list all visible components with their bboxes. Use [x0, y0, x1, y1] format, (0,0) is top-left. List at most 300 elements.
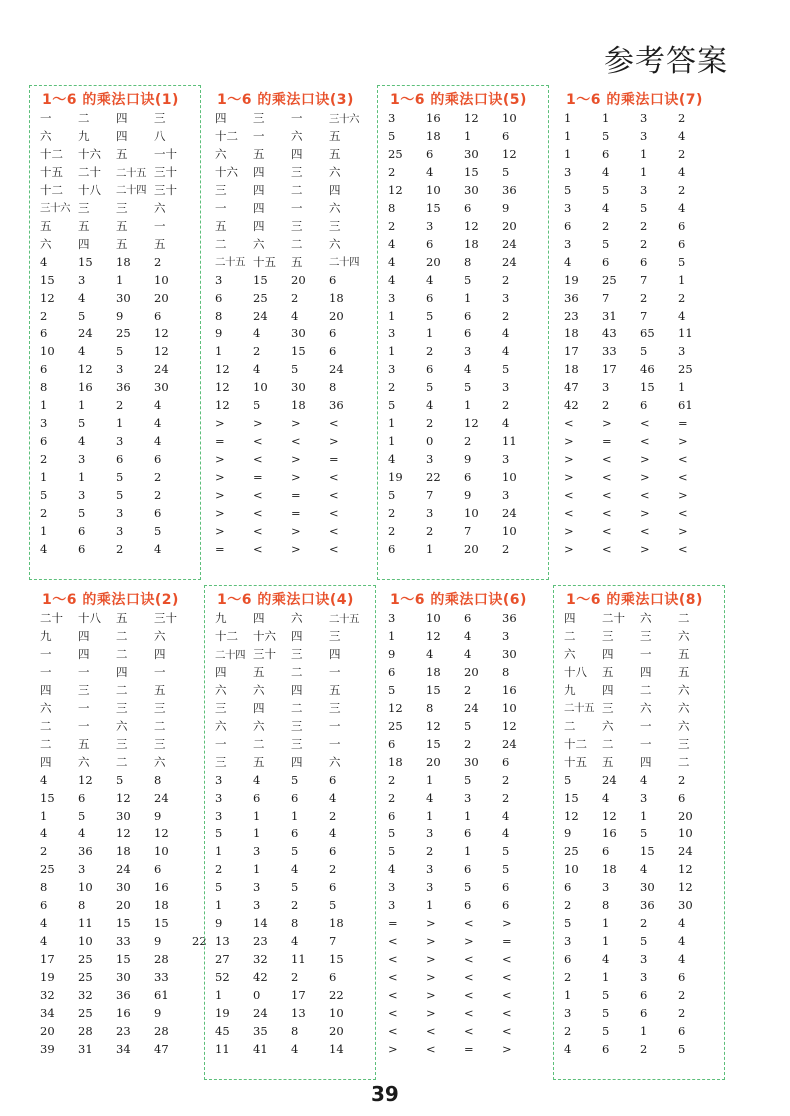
answer-cell: 6 — [426, 236, 434, 251]
answer-cell: 9 — [154, 808, 162, 823]
answer-row — [388, 361, 540, 379]
answer-cell: 3 — [215, 790, 223, 805]
answer-cell: 6 — [640, 1005, 648, 1020]
answer-cell: 4 — [291, 934, 299, 949]
answer-cell: < — [329, 487, 339, 502]
answer-cell: 1 — [564, 129, 572, 144]
answer-cell: 四 — [116, 129, 128, 144]
answer-cell: 1 — [640, 165, 648, 180]
answer-cell: 30 — [502, 647, 517, 662]
answer-cell: 2 — [388, 218, 396, 233]
answer-cell: 2 — [678, 1005, 686, 1020]
answer-cell: 2 — [426, 416, 434, 431]
page-title: 参考答案 — [604, 44, 728, 79]
answer-cell: 1 — [640, 147, 648, 162]
answer-cell: 6 — [678, 218, 686, 233]
answer-cell: < — [678, 541, 688, 556]
answer-cell: 36 — [116, 987, 131, 1002]
answer-row — [40, 897, 230, 915]
answer-cell: 3 — [78, 272, 86, 287]
answer-cell: 10 — [502, 523, 517, 538]
answer-cell: 36 — [502, 182, 517, 197]
answer-cell: 二十 — [40, 611, 63, 626]
answer-cell: 六 — [154, 200, 166, 215]
answer-cell: 5 — [78, 308, 86, 323]
answer-row — [40, 271, 192, 289]
answer-cell: 42 — [564, 398, 579, 413]
answer-cell: 2 — [564, 969, 572, 984]
answer-cell: 6 — [291, 826, 299, 841]
answer-row — [40, 664, 230, 682]
answer-cell: 六 — [329, 236, 341, 251]
answer-cell: 十六 — [253, 629, 276, 644]
answer-cell: 三 — [154, 736, 166, 751]
answer-cell: 3 — [426, 862, 434, 877]
answer-cell: 6 — [464, 611, 472, 626]
answer-cell: 10 — [426, 611, 441, 626]
answer-cell: 4 — [40, 826, 48, 841]
answer-cell: 15 — [564, 790, 579, 805]
answer-row — [40, 646, 230, 664]
answer-cell: 18 — [116, 254, 131, 269]
answer-cell: > — [426, 916, 436, 931]
answer-cell: 22 — [426, 469, 441, 484]
answer-cell: 4 — [329, 826, 337, 841]
answer-row — [40, 146, 192, 164]
answer-cell: > — [215, 487, 225, 502]
answer-cell: 六 — [253, 718, 265, 733]
answer-cell: 18 — [329, 916, 344, 931]
answer-row — [40, 1041, 230, 1059]
answer-cell: 四 — [154, 647, 166, 662]
answer-cell: 24 — [502, 505, 517, 520]
answer-cell: 7 — [329, 934, 337, 949]
answer-row — [564, 664, 716, 682]
answer-row — [564, 289, 716, 307]
answer-cell: 12 — [116, 826, 131, 841]
answer-row — [564, 1005, 716, 1023]
answer-cell: 5 — [116, 344, 124, 359]
answer-cell: 3 — [502, 290, 510, 305]
answer-row — [215, 646, 367, 664]
answer-cell: 9 — [564, 826, 572, 841]
answer-row — [40, 700, 230, 718]
answer-cell: 三十六 — [40, 202, 70, 215]
answer-cell: 5 — [640, 200, 648, 215]
answer-cell: 24 — [253, 308, 268, 323]
answer-cell: 2 — [678, 111, 686, 126]
answer-cell: 一 — [291, 200, 303, 215]
answer-cell: 1 — [78, 398, 86, 413]
answer-cell: 6 — [329, 880, 337, 895]
answer-cell: 14 — [329, 1041, 344, 1056]
answer-cell: 6 — [502, 754, 510, 769]
answer-cell: 10 — [78, 880, 93, 895]
answer-cell: 42 — [253, 969, 268, 984]
answer-row — [215, 451, 367, 469]
answer-cell: 19 — [388, 469, 403, 484]
answer-cell: 五 — [329, 682, 341, 697]
answer-cell: > — [426, 987, 436, 1002]
answer-cell: 一 — [640, 718, 652, 733]
answer-rows — [40, 110, 192, 558]
answer-cell: 33 — [116, 934, 131, 949]
answer-row — [388, 861, 540, 879]
answer-cell: 31 — [602, 308, 617, 323]
answer-cell: 18 — [388, 754, 403, 769]
answer-cell: 12 — [678, 862, 693, 877]
answer-cell: 12 — [215, 362, 230, 377]
answer-cell: 6 — [215, 290, 223, 305]
answer-cell: 四 — [291, 147, 303, 162]
answer-cell: 5 — [253, 398, 261, 413]
answer-row — [564, 164, 716, 182]
answer-cell: 十二 — [215, 629, 238, 644]
answer-cell: 3 — [602, 880, 610, 895]
answer-cell: 5 — [640, 344, 648, 359]
answer-cell: 20 — [426, 254, 441, 269]
answer-cell: 3 — [426, 218, 434, 233]
answer-cell: 13 — [291, 1005, 306, 1020]
answer-cell: 18 — [602, 862, 617, 877]
answer-cell: 2 — [291, 898, 299, 913]
answer-row — [564, 254, 716, 272]
answer-row — [215, 754, 367, 772]
answer-cell: < — [464, 987, 474, 1002]
answer-row — [388, 682, 540, 700]
answer-cell: 六 — [78, 754, 90, 769]
answer-cell: 4 — [253, 362, 261, 377]
answer-row — [388, 505, 540, 523]
answer-cell: 6 — [78, 541, 86, 556]
answer-cell: 6 — [388, 541, 396, 556]
answer-cell: 三 — [329, 629, 341, 644]
answer-cell: 5 — [40, 487, 48, 502]
answer-cell: 10 — [502, 469, 517, 484]
answer-row — [564, 843, 716, 861]
answer-cell: < — [602, 487, 612, 502]
answer-cell: 12 — [464, 416, 479, 431]
answer-cell: 九 — [78, 129, 90, 144]
answer-cell: 2 — [564, 898, 572, 913]
answer-cell: 1 — [215, 898, 223, 913]
answer-row — [215, 1041, 367, 1059]
answer-row — [40, 289, 192, 307]
answer-cell: 15 — [116, 952, 131, 967]
answer-cell: 6 — [502, 129, 510, 144]
answer-cell: 18 — [564, 326, 579, 341]
answer-cell: 15 — [116, 916, 131, 931]
answer-cell: 10 — [426, 182, 441, 197]
block-title: 1～6 的乘法口诀(6) — [390, 592, 527, 608]
answer-cell: > — [602, 416, 612, 431]
answer-cell: 6 — [678, 790, 686, 805]
answer-cell: 一 — [329, 736, 341, 751]
answer-cell: > — [215, 523, 225, 538]
answer-cell: 3 — [116, 362, 124, 377]
answer-cell: 24 — [329, 362, 344, 377]
answer-rows — [215, 110, 367, 558]
answer-cell: 8 — [154, 772, 162, 787]
answer-rows — [40, 610, 230, 1058]
answer-row — [564, 1023, 716, 1041]
answer-cell: 四 — [640, 754, 652, 769]
answer-cell: 8 — [388, 200, 396, 215]
answer-cell: < — [426, 1041, 436, 1056]
block-title: 1～6 的乘法口诀(3) — [217, 92, 354, 108]
answer-cell: 2 — [388, 380, 396, 395]
answer-cell: 3 — [426, 452, 434, 467]
answer-row — [215, 128, 367, 146]
answer-cell: 五 — [215, 218, 227, 233]
answer-cell: 六 — [253, 682, 265, 697]
answer-cell: 1 — [602, 934, 610, 949]
answer-cell: 10 — [502, 111, 517, 126]
answer-cell: 三 — [116, 700, 128, 715]
answer-row — [564, 110, 716, 128]
answer-rows — [388, 610, 540, 1058]
answer-row — [388, 218, 540, 236]
answer-cell: 2 — [388, 523, 396, 538]
answer-row — [40, 682, 230, 700]
answer-cell: 3 — [564, 1005, 572, 1020]
answer-cell: 30 — [116, 290, 131, 305]
answer-cell: 15 — [464, 165, 479, 180]
answer-cell: < — [253, 487, 263, 502]
answer-row — [564, 325, 716, 343]
answer-cell: 三十六 — [329, 112, 359, 125]
answer-row — [388, 987, 540, 1005]
answer-cell: > — [640, 452, 650, 467]
answer-row — [215, 218, 367, 236]
answer-cell: 24 — [464, 700, 479, 715]
answer-cell: 2 — [388, 772, 396, 787]
answer-cell: < — [329, 541, 339, 556]
answer-row — [215, 433, 367, 451]
answer-cell: 9 — [464, 487, 472, 502]
answer-cell: 5 — [464, 718, 472, 733]
answer-cell: 四 — [215, 665, 227, 680]
answer-cell: 16 — [602, 826, 617, 841]
answer-cell: > — [564, 469, 574, 484]
answer-cell: 五 — [602, 665, 614, 680]
answer-cell: 2 — [388, 790, 396, 805]
answer-cell: 4 — [78, 290, 86, 305]
answer-row — [215, 164, 367, 182]
answer-cell: 36 — [640, 898, 655, 913]
answer-cell: 5 — [464, 272, 472, 287]
answer-cell: 二 — [116, 647, 128, 662]
answer-cell: 一 — [40, 647, 52, 662]
answer-row — [388, 289, 540, 307]
answer-cell: 3 — [502, 452, 510, 467]
answer-cell: 1 — [426, 541, 434, 556]
answer-cell: 4 — [678, 934, 686, 949]
answer-cell: 12 — [388, 182, 403, 197]
answer-cell: 三 — [329, 700, 341, 715]
answer-cell: 2 — [502, 272, 510, 287]
answer-cell: 31 — [78, 1041, 93, 1056]
answer-cell: 3 — [116, 505, 124, 520]
answer-row — [40, 861, 230, 879]
answer-cell: 十五 — [253, 254, 276, 269]
answer-cell: 一十 — [154, 147, 177, 162]
answer-cell: 3 — [253, 898, 261, 913]
answer-cell: 2 — [40, 505, 48, 520]
answer-cell: 24 — [253, 1005, 268, 1020]
answer-cell: 十六 — [78, 147, 101, 162]
answer-cell: 18 — [116, 844, 131, 859]
answer-cell: 61 — [154, 987, 169, 1002]
answer-row — [564, 789, 716, 807]
answer-cell: 二十四 — [116, 184, 146, 197]
answer-cell: 五 — [154, 236, 166, 251]
answer-cell: 5 — [502, 844, 510, 859]
answer-cell: 3 — [78, 862, 86, 877]
answer-cell: 2 — [154, 254, 162, 269]
answer-cell: > — [502, 916, 512, 931]
answer-row — [40, 736, 230, 754]
answer-cell: 8 — [291, 916, 299, 931]
answer-cell: 12 — [564, 808, 579, 823]
answer-cell: 8 — [329, 380, 337, 395]
answer-cell: 4 — [426, 165, 434, 180]
answer-cell: < — [502, 952, 512, 967]
answer-cell: 1 — [40, 398, 48, 413]
answer-cell: 30 — [154, 380, 169, 395]
answer-cell: 1 — [464, 808, 472, 823]
answer-cell: 四 — [116, 665, 128, 680]
answer-cell: 二 — [40, 736, 52, 751]
answer-cell: 3 — [253, 880, 261, 895]
answer-cell: 4 — [502, 416, 510, 431]
answer-cell: 18 — [329, 290, 344, 305]
answer-cell: < — [291, 434, 301, 449]
answer-cell: 六 — [40, 236, 52, 251]
answer-cell: 4 — [602, 200, 610, 215]
answer-row — [215, 1005, 367, 1023]
answer-cell: 15 — [154, 916, 169, 931]
answer-cell: 3 — [564, 934, 572, 949]
answer-cell: 12 — [426, 718, 441, 733]
answer-cell: 4 — [426, 272, 434, 287]
answer-cell: > — [426, 969, 436, 984]
answer-cell: 六 — [116, 718, 128, 733]
answer-row — [40, 523, 192, 541]
answer-cell: 1 — [291, 808, 299, 823]
answer-cell: 十二 — [40, 147, 63, 162]
answer-cell: 1 — [215, 344, 223, 359]
answer-cell: 10 — [564, 862, 579, 877]
answer-cell: 6 — [640, 254, 648, 269]
answer-row — [40, 433, 192, 451]
answer-cell: 六 — [291, 611, 303, 626]
answer-cell: < — [426, 1023, 436, 1038]
answer-cell: 3 — [116, 434, 124, 449]
answer-cell: 7 — [640, 308, 648, 323]
answer-cell: 一 — [40, 111, 52, 126]
answer-cell: 5 — [291, 362, 299, 377]
answer-cell: 16 — [78, 380, 93, 395]
answer-cell: 1 — [640, 808, 648, 823]
answer-row — [564, 933, 716, 951]
answer-cell: 2 — [678, 147, 686, 162]
block-title: 1～6 的乘法口诀(2) — [42, 592, 179, 608]
answer-row — [388, 182, 540, 200]
answer-cell: > — [426, 934, 436, 949]
answer-cell: 二 — [678, 611, 690, 626]
answer-cell: 1 — [40, 808, 48, 823]
answer-cell: 1 — [426, 326, 434, 341]
answer-row — [388, 969, 540, 987]
answer-row — [388, 200, 540, 218]
answer-row — [215, 807, 367, 825]
answer-row — [40, 718, 230, 736]
answer-cell: 5 — [602, 129, 610, 144]
answer-cell: < — [464, 969, 474, 984]
answer-cell: 30 — [116, 808, 131, 823]
answer-cell: 九 — [564, 682, 576, 697]
answer-row — [215, 915, 367, 933]
answer-row — [40, 218, 192, 236]
answer-cell: < — [602, 523, 612, 538]
answer-cell: 12 — [464, 111, 479, 126]
answer-row — [564, 682, 716, 700]
answer-cell: 2 — [602, 398, 610, 413]
answer-cell: 二 — [564, 718, 576, 733]
answer-cell: 10 — [154, 844, 169, 859]
answer-row — [564, 628, 716, 646]
answer-cell: > — [426, 952, 436, 967]
answer-cell: 1 — [40, 469, 48, 484]
answer-row — [40, 789, 230, 807]
answer-cell: 10 — [154, 272, 169, 287]
answer-cell: 二十五 — [564, 702, 594, 715]
answer-cell: 六 — [678, 682, 690, 697]
answer-cell: > — [564, 541, 574, 556]
answer-cell: 五 — [678, 665, 690, 680]
answer-cell: 11 — [291, 952, 306, 967]
answer-cell: < — [602, 505, 612, 520]
answer-row — [388, 343, 540, 361]
answer-cell: 二 — [215, 236, 227, 251]
answer-cell: 二 — [154, 718, 166, 733]
answer-cell: 6 — [464, 898, 472, 913]
block-title: 1～6 的乘法口诀(8) — [566, 592, 703, 608]
answer-cell: 4 — [426, 790, 434, 805]
answer-cell: > — [253, 416, 263, 431]
answer-cell: 十五 — [40, 165, 63, 180]
answer-cell: 2 — [502, 398, 510, 413]
answer-row — [215, 541, 367, 559]
answer-row — [564, 718, 716, 736]
answer-cell: > — [464, 934, 474, 949]
answer-cell: < — [329, 469, 339, 484]
answer-cell: 五 — [154, 682, 166, 697]
answer-row — [215, 664, 367, 682]
answer-cell: 1 — [116, 416, 124, 431]
answer-cell: 11 — [215, 1041, 230, 1056]
answer-cell: 6 — [40, 326, 48, 341]
answer-row — [215, 523, 367, 541]
answer-cell: 6 — [40, 898, 48, 913]
answer-cell: 13 — [215, 934, 230, 949]
answer-cell: > — [215, 452, 225, 467]
answer-cell: 3 — [388, 326, 396, 341]
answer-cell: 三 — [78, 682, 90, 697]
answer-row — [564, 182, 716, 200]
answer-cell: = — [388, 916, 398, 931]
